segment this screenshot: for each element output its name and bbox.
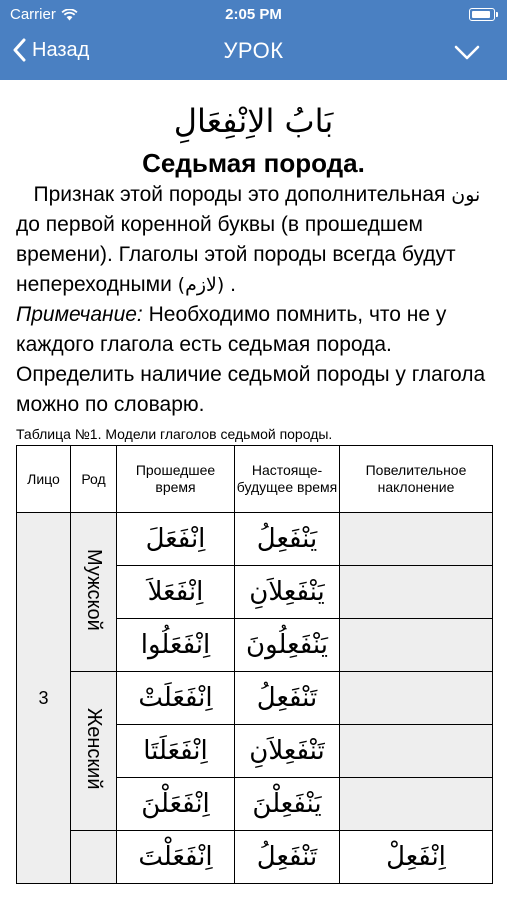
intro-text-2: до первой коренной буквы (в прошедшем времени). Глаголы этой породы всегда будут непереходными [16,213,456,296]
table-row [17,672,493,725]
table-row [17,831,493,884]
status-bar [0,0,507,28]
header-imperative: Повелительное наклонение [340,446,493,513]
table-header-row [17,446,493,513]
arabic-title: بَابُ الاِنْفِعَالِ [173,102,334,140]
arabic-term-nun: نون [451,184,481,206]
note-text: Необходимо помнить, что не у каждого глагола есть седьмая порода. Определить наличие седьмой породы у глагола можно по словарю. [16,303,486,416]
header-present: Настояще-будущее время [235,446,340,513]
present-form-cell: يَنْفَعِلُ [235,513,340,566]
imperative-form-cell [340,513,493,566]
gender-masculine: Мужской [83,548,105,631]
gender-empty-cell [71,831,117,884]
chevron-down-icon[interactable] [453,40,481,64]
imperative-form-cell [340,778,493,831]
gender-feminine-cell [71,672,117,831]
lesson-title: Седьмая порода. [142,148,365,178]
past-form-cell: اِنْفَعَلْتَ [117,831,235,884]
person-cell: 3 [17,513,71,884]
present-form-cell: يَنْفَعِلْنَ [235,778,340,831]
gender-feminine: Женский [83,707,105,790]
arabic-term-lazim: (لازم) [177,274,225,296]
verb-forms-table [16,445,493,884]
present-form-cell: تَنْفَعِلاَنِ [235,725,340,778]
past-form-cell: اِنْفَعَلْنَ [117,778,235,831]
present-form-cell: يَنْفَعِلُونَ [235,619,340,672]
intro-text-1: Признак этой породы это дополнительная [33,183,446,206]
page-title: УРОК [223,38,284,63]
gender-masculine-cell [71,513,117,672]
imperative-form-cell [340,672,493,725]
clock: 2:05 PM [225,6,282,23]
table-row [17,513,493,566]
carrier-label: Carrier [10,6,56,23]
table-caption: Таблица №1. Модели глаголов седьмой породы. [16,426,333,442]
imperative-form-cell [340,725,493,778]
intro-text-3: . [230,273,236,296]
present-form-cell: تَنْفَعِلُ [235,831,340,884]
imperative-form-cell [340,566,493,619]
header-person: Лицо [17,446,71,513]
navigation-bar [0,0,507,80]
intro-paragraph [0,180,507,300]
past-form-cell: اِنْفَعَلاَ [117,566,235,619]
note-paragraph [0,300,507,420]
imperative-form-cell: اِنْفَعِلْ [340,831,493,884]
past-form-cell: اِنْفَعَلَ [117,513,235,566]
note-label: Примечание: [16,303,143,326]
lesson-content [0,80,507,890]
back-label: Назад [32,38,90,61]
battery-icon [469,8,495,21]
imperative-form-cell [340,619,493,672]
past-form-cell: اِنْفَعَلُوا [117,619,235,672]
past-form-cell: اِنْفَعَلَتَا [117,725,235,778]
past-form-cell: اِنْفَعَلَتْ [117,672,235,725]
present-form-cell: يَنْفَعِلاَنِ [235,566,340,619]
present-form-cell: تَنْفَعِلُ [235,672,340,725]
header-past: Прошедшее время [117,446,235,513]
header-gender: Род [71,446,117,513]
